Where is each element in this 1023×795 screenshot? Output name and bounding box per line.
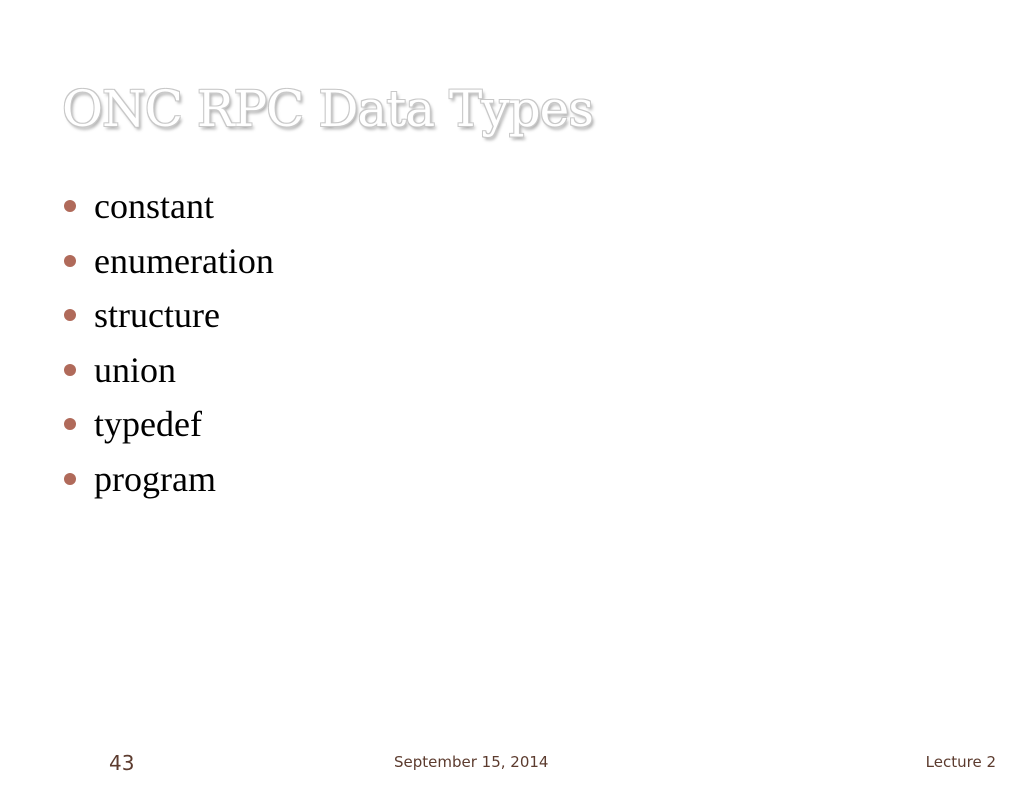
bullet-dot-icon bbox=[64, 255, 76, 267]
bullet-item-typedef bbox=[62, 401, 274, 456]
bullet-text: structure bbox=[94, 295, 220, 336]
bullet-item-structure bbox=[62, 292, 274, 347]
slide-lecture-label: Lecture 2 bbox=[925, 753, 996, 771]
bullet-list bbox=[62, 183, 274, 511]
bullet-item-program bbox=[62, 456, 274, 511]
bullet-dot-icon bbox=[64, 309, 76, 321]
bullet-item-union bbox=[62, 347, 274, 402]
slide-title: ONC RPC Data Types bbox=[62, 80, 593, 138]
bullet-item-constant bbox=[62, 183, 274, 238]
bullet-dot-icon bbox=[64, 418, 76, 430]
bullet-dot-icon bbox=[64, 364, 76, 376]
bullet-text: program bbox=[94, 458, 216, 499]
slide-date: September 15, 2014 bbox=[394, 753, 549, 771]
slide-page-number: 43 bbox=[109, 751, 135, 775]
bullet-dot-icon bbox=[64, 473, 76, 485]
bullet-text: typedef bbox=[94, 404, 202, 445]
bullet-text: union bbox=[94, 349, 177, 390]
bullet-text: enumeration bbox=[94, 240, 274, 281]
bullet-item-enumeration bbox=[62, 238, 274, 293]
bullet-dot-icon bbox=[64, 200, 76, 212]
bullet-text: constant bbox=[94, 186, 214, 226]
